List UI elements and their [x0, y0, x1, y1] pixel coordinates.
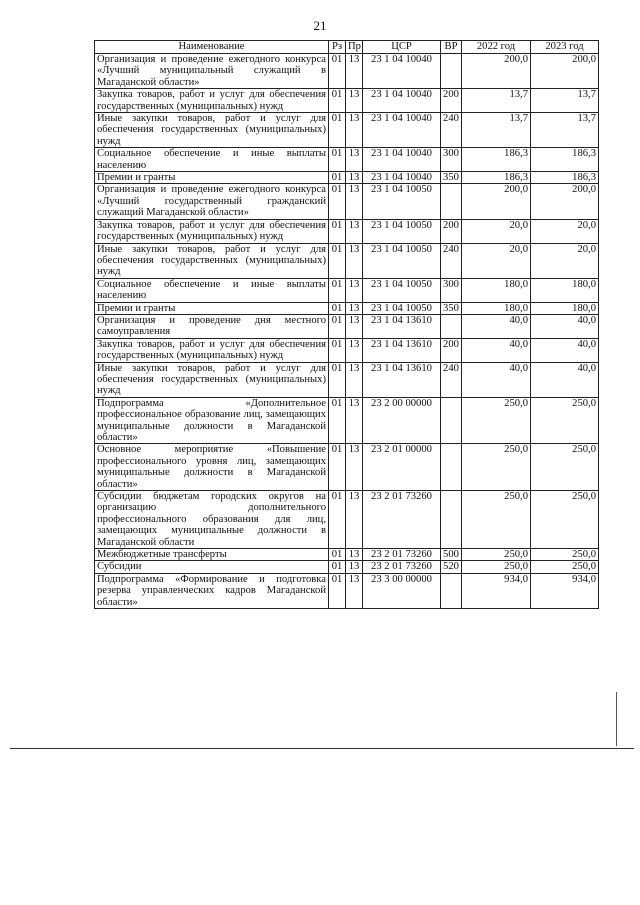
cell-name: Иные закупки товаров, работ и услуг для обеспечения государственных (муниципальных) нужд	[95, 362, 329, 397]
cell-name: Премии и гранты	[95, 172, 329, 184]
cell-pr: 13	[346, 549, 363, 561]
cell-2022: 20,0	[462, 219, 531, 243]
cell-rz: 01	[329, 113, 346, 148]
cell-pr: 13	[346, 491, 363, 549]
cell-pr: 13	[346, 397, 363, 444]
cell-name: Организация и проведение дня местного самоуправления	[95, 314, 329, 338]
table-row	[95, 172, 599, 184]
cell-name: Социальное обеспечение и иные выплаты населению	[95, 148, 329, 172]
footer-rule	[10, 748, 634, 749]
cell-vr: 520	[441, 561, 462, 573]
cell-pr: 13	[346, 338, 363, 362]
cell-2022: 250,0	[462, 397, 531, 444]
cell-2023: 934,0	[531, 573, 599, 608]
cell-2023: 250,0	[531, 397, 599, 444]
cell-name: Закупка товаров, работ и услуг для обеспечения государственных (муниципальных) нужд	[95, 338, 329, 362]
cell-rz: 01	[329, 89, 346, 113]
cell-2023: 186,3	[531, 148, 599, 172]
cell-csr: 23 1 04 10050	[363, 184, 441, 219]
cell-2022: 13,7	[462, 89, 531, 113]
cell-csr: 23 1 04 10040	[363, 148, 441, 172]
table-row	[95, 89, 599, 113]
header-name: Наименование	[95, 41, 329, 54]
table-body	[95, 54, 599, 609]
table-row	[95, 278, 599, 302]
cell-2023: 20,0	[531, 219, 599, 243]
cell-pr: 13	[346, 362, 363, 397]
cell-2022: 20,0	[462, 243, 531, 278]
table-row	[95, 573, 599, 608]
cell-pr: 13	[346, 184, 363, 219]
cell-pr: 13	[346, 561, 363, 573]
margin-mark	[616, 692, 617, 746]
table-row	[95, 243, 599, 278]
cell-name: Субсидии	[95, 561, 329, 573]
table-row	[95, 491, 599, 549]
cell-rz: 01	[329, 184, 346, 219]
cell-vr: 200	[441, 219, 462, 243]
cell-csr: 23 1 04 10050	[363, 243, 441, 278]
cell-2022: 40,0	[462, 314, 531, 338]
cell-2022: 934,0	[462, 573, 531, 608]
cell-name: Иные закупки товаров, работ и услуг для обеспечения государственных (муниципальных) нужд	[95, 243, 329, 278]
cell-name: Субсидии бюджетам городских округов на организацию дополнительного профессионального образования для лиц, замещающих муниципальные должности в Магаданской области	[95, 491, 329, 549]
cell-pr: 13	[346, 172, 363, 184]
cell-csr: 23 1 04 10050	[363, 278, 441, 302]
cell-rz: 01	[329, 549, 346, 561]
cell-rz: 01	[329, 573, 346, 608]
cell-2022: 200,0	[462, 184, 531, 219]
cell-pr: 13	[346, 113, 363, 148]
header-2023: 2023 год	[531, 41, 599, 54]
cell-name: Подпрограмма «Формирование и подготовка резерва управленческих кадров Магаданской области»	[95, 573, 329, 608]
cell-2023: 40,0	[531, 314, 599, 338]
cell-vr	[441, 184, 462, 219]
table-row	[95, 444, 599, 491]
cell-vr: 240	[441, 113, 462, 148]
cell-2023: 200,0	[531, 54, 599, 89]
cell-csr: 23 1 04 13610	[363, 314, 441, 338]
cell-csr: 23 1 04 10040	[363, 54, 441, 89]
cell-vr	[441, 54, 462, 89]
cell-vr	[441, 314, 462, 338]
table-row	[95, 184, 599, 219]
cell-pr: 13	[346, 302, 363, 314]
cell-vr: 240	[441, 243, 462, 278]
cell-2022: 200,0	[462, 54, 531, 89]
cell-csr: 23 1 04 10040	[363, 113, 441, 148]
cell-rz: 01	[329, 54, 346, 89]
cell-csr: 23 2 01 73260	[363, 549, 441, 561]
cell-pr: 13	[346, 573, 363, 608]
cell-2022: 186,3	[462, 148, 531, 172]
page-number: 21	[313, 18, 327, 33]
cell-rz: 01	[329, 561, 346, 573]
cell-pr: 13	[346, 444, 363, 491]
table-row	[95, 219, 599, 243]
cell-vr: 300	[441, 278, 462, 302]
cell-rz: 01	[329, 278, 346, 302]
cell-pr: 13	[346, 219, 363, 243]
cell-name: Организация и проведение ежегодного конкурса «Лучший муниципальный служащий в Магаданской области»	[95, 54, 329, 89]
table-row	[95, 338, 599, 362]
cell-csr: 23 1 04 13610	[363, 362, 441, 397]
table-row	[95, 54, 599, 89]
cell-2023: 250,0	[531, 491, 599, 549]
cell-2023: 250,0	[531, 444, 599, 491]
cell-2023: 180,0	[531, 302, 599, 314]
cell-name: Закупка товаров, работ и услуг для обеспечения государственных (муниципальных) нужд	[95, 89, 329, 113]
cell-2022: 40,0	[462, 362, 531, 397]
cell-vr: 500	[441, 549, 462, 561]
cell-2023: 13,7	[531, 89, 599, 113]
table-header-row	[95, 41, 599, 54]
header-rz: Рз	[329, 41, 346, 54]
cell-name: Межбюджетные трансферты	[95, 549, 329, 561]
cell-vr: 240	[441, 362, 462, 397]
cell-rz: 01	[329, 219, 346, 243]
header-2022: 2022 год	[462, 41, 531, 54]
cell-2023: 40,0	[531, 338, 599, 362]
cell-rz: 01	[329, 338, 346, 362]
cell-csr: 23 2 00 00000	[363, 397, 441, 444]
cell-vr	[441, 573, 462, 608]
table-row	[95, 113, 599, 148]
cell-vr: 350	[441, 302, 462, 314]
cell-pr: 13	[346, 243, 363, 278]
cell-2022: 250,0	[462, 549, 531, 561]
cell-vr: 300	[441, 148, 462, 172]
cell-2023: 40,0	[531, 362, 599, 397]
cell-vr	[441, 491, 462, 549]
cell-2022: 186,3	[462, 172, 531, 184]
cell-csr: 23 1 04 10040	[363, 172, 441, 184]
cell-2022: 180,0	[462, 302, 531, 314]
cell-2022: 250,0	[462, 491, 531, 549]
cell-name: Премии и гранты	[95, 302, 329, 314]
cell-vr: 200	[441, 338, 462, 362]
cell-csr: 23 3 00 00000	[363, 573, 441, 608]
cell-pr: 13	[346, 54, 363, 89]
cell-rz: 01	[329, 444, 346, 491]
header-vr: ВР	[441, 41, 462, 54]
cell-pr: 13	[346, 89, 363, 113]
table-row	[95, 148, 599, 172]
cell-pr: 13	[346, 148, 363, 172]
table-row	[95, 549, 599, 561]
cell-vr	[441, 397, 462, 444]
table-row	[95, 314, 599, 338]
cell-csr: 23 1 04 10050	[363, 302, 441, 314]
cell-vr	[441, 444, 462, 491]
cell-2022: 40,0	[462, 338, 531, 362]
table-row	[95, 302, 599, 314]
table-row	[95, 362, 599, 397]
cell-2022: 180,0	[462, 278, 531, 302]
cell-name: Организация и проведение ежегодного конкурса «Лучший государственный гражданский служащий Магаданской области»	[95, 184, 329, 219]
header-csr: ЦСР	[363, 41, 441, 54]
cell-name: Основное мероприятие «Повышение профессионального уровня лиц, замещающих муниципальные должности в Магаданской области»	[95, 444, 329, 491]
cell-csr: 23 1 04 13610	[363, 338, 441, 362]
cell-csr: 23 1 04 10050	[363, 219, 441, 243]
cell-rz: 01	[329, 148, 346, 172]
cell-csr: 23 2 01 73260	[363, 491, 441, 549]
cell-rz: 01	[329, 397, 346, 444]
budget-table	[94, 40, 599, 609]
table-row	[95, 561, 599, 573]
cell-csr: 23 2 01 00000	[363, 444, 441, 491]
cell-2022: 250,0	[462, 444, 531, 491]
cell-2023: 200,0	[531, 184, 599, 219]
cell-rz: 01	[329, 491, 346, 549]
cell-name: Закупка товаров, работ и услуг для обеспечения государственных (муниципальных) нужд	[95, 219, 329, 243]
cell-2023: 13,7	[531, 113, 599, 148]
cell-csr: 23 2 01 73260	[363, 561, 441, 573]
cell-pr: 13	[346, 278, 363, 302]
cell-name: Подпрограмма «Дополнительное профессиональное образование лиц, замещающих муниципальные должности в Магаданской области»	[95, 397, 329, 444]
cell-rz: 01	[329, 172, 346, 184]
cell-rz: 01	[329, 362, 346, 397]
cell-name: Социальное обеспечение и иные выплаты населению	[95, 278, 329, 302]
cell-vr: 350	[441, 172, 462, 184]
table-row	[95, 397, 599, 444]
header-pr: Пр	[346, 41, 363, 54]
cell-vr: 200	[441, 89, 462, 113]
cell-2023: 250,0	[531, 561, 599, 573]
cell-2023: 250,0	[531, 549, 599, 561]
cell-rz: 01	[329, 243, 346, 278]
cell-pr: 13	[346, 314, 363, 338]
cell-2023: 20,0	[531, 243, 599, 278]
cell-2022: 250,0	[462, 561, 531, 573]
cell-name: Иные закупки товаров, работ и услуг для обеспечения государственных (муниципальных) нужд	[95, 113, 329, 148]
cell-rz: 01	[329, 302, 346, 314]
cell-2022: 13,7	[462, 113, 531, 148]
cell-rz: 01	[329, 314, 346, 338]
cell-2023: 180,0	[531, 278, 599, 302]
cell-2023: 186,3	[531, 172, 599, 184]
cell-csr: 23 1 04 10040	[363, 89, 441, 113]
